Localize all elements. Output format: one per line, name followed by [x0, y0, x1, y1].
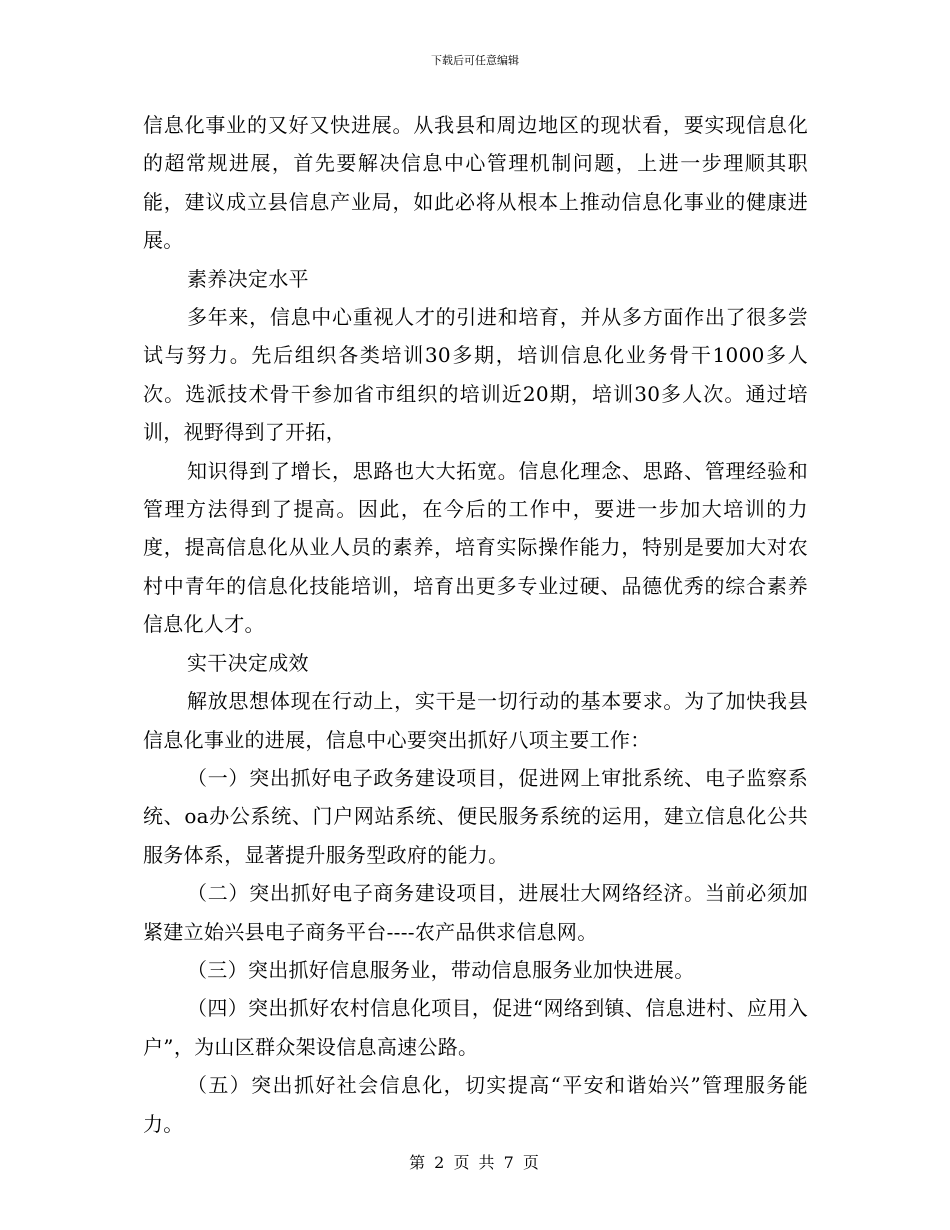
list-item-1: （一）突出抓好电子政务建设项目，促进网上审批系统、电子监察系统、oa办公系统、门户网站系统、便民服务系统的运用，建立信息化公共服务体系，显著提升服务型政府的能力。 [143, 765, 808, 867]
list-item-2: （二）突出抓好电子商务建设项目，进展壮大网络经济。当前必须加紧建立始兴县电子商务平台----农产品供求信息网。 [143, 881, 808, 944]
section-heading-action: 实干决定成效 [187, 650, 309, 675]
list-item-4: （四）突出抓好农村信息化项目，促进“网络到镇、信息进村、应用入户”，为山区群众架设信息高速公路。 [143, 996, 808, 1059]
page-number: 第 2 页 共 7 页 [409, 1153, 541, 1172]
paragraph-action: 解放思想体现在行动上，实干是一切行动的基本要求。为了加快我县信息化事业的进展，信息中心要突出抓好八项主要工作： [143, 689, 808, 752]
section-heading-quality: 素养决定水平 [187, 266, 309, 291]
paragraph-continuation: 信息化事业的又好又快进展。从我县和周边地区的现状看，要实现信息化的超常规进展，首先要解决信息中心管理机制问题，上进一步理顺其职能，建议成立县信息产业局，如此必将从根本上推动信息化事业的健康进展。 [143, 113, 808, 253]
page-header: 下载后可任意编辑 [431, 54, 519, 67]
paragraph-knowledge: 知识得到了增长，思路也大大拓宽。信息化理念、思路、管理经验和管理方法得到了提高。因此，在今后的工作中，要进一步加大培训的力度，提高信息化从业人员的素养，培育实际操作能力，特别是要加大对农村中青年的信息化技能培训，培育出更多专业过硬、品德优秀的综合素养信息化人才。 [143, 458, 808, 637]
document-body [143, 106, 808, 1143]
list-item-3: （三）突出抓好信息服务业，带动信息服务业加快进展。 [187, 957, 695, 982]
list-item-5: （五）突出抓好社会信息化，切实提高“平安和谐始兴”管理服务能力。 [143, 1073, 808, 1136]
paragraph-training: 多年来，信息中心重视人才的引进和培育，并从多方面作出了很多尝试与努力。先后组织各类培训30多期，培训信息化业务骨干1000多人次。选派技术骨干参加省市组织的培训近20期，培训30多人次。通过培训，视野得到了开拓， [143, 305, 808, 445]
